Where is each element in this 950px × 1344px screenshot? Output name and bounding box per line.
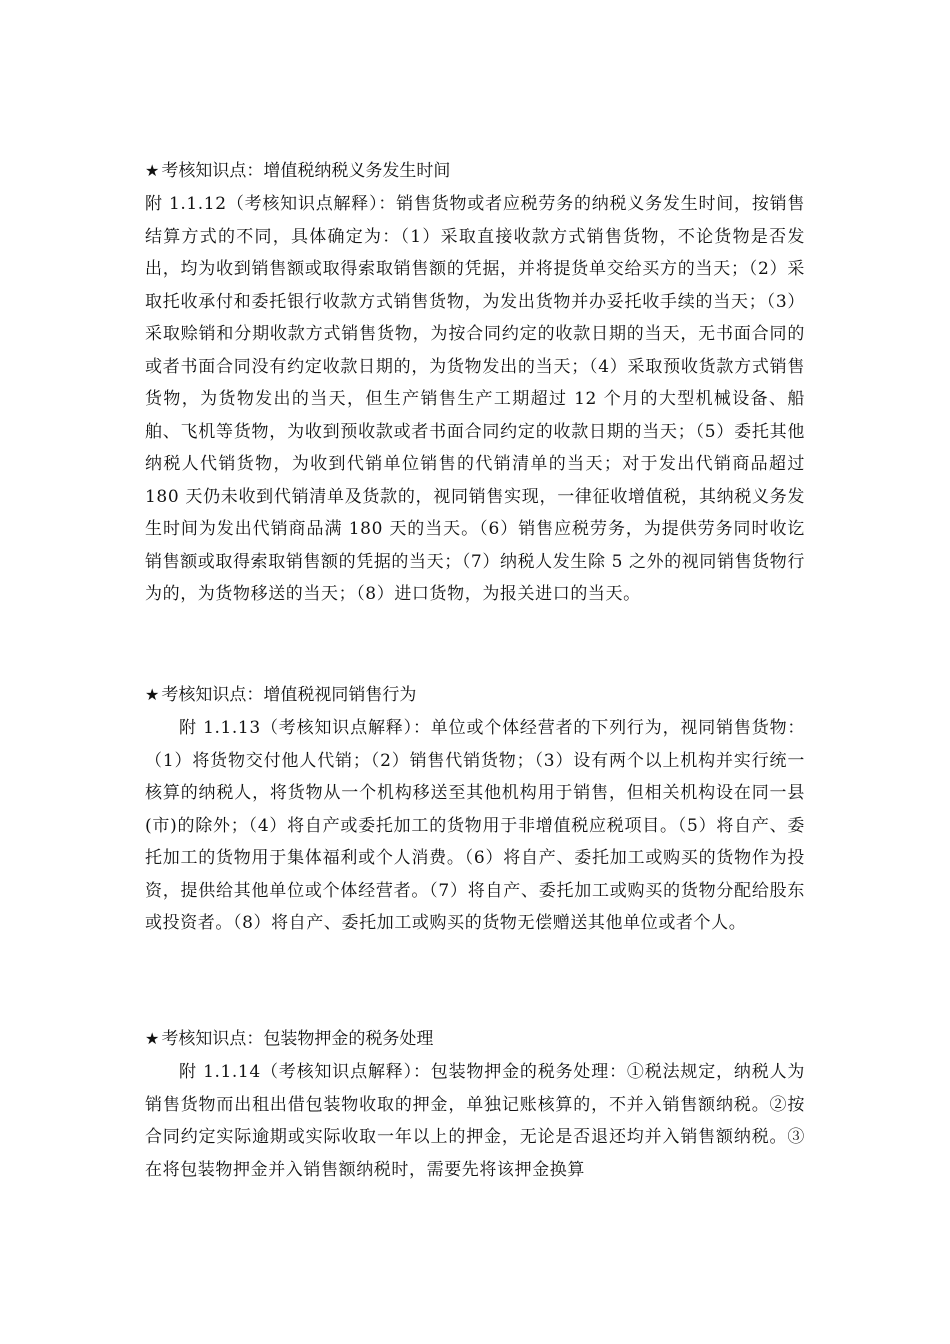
star-icon: ★	[145, 161, 160, 180]
section-heading-text: 考核知识点：增值税视同销售行为	[161, 685, 417, 705]
star-icon: ★	[145, 685, 160, 704]
section-packaging-deposit	[145, 1022, 805, 1186]
section-heading-text: 考核知识点：包装物押金的税务处理	[161, 1029, 434, 1049]
section-vat-obligation-time	[145, 154, 805, 611]
section-body: 附 1.1.13（考核知识点解释）：单位或个体经营者的下列行为，视同销售货物：（1）将货物交付他人代销；（2）销售代销货物；（3）设有两个以上机构并实行统一核算的纳税人，将货物从一个机构移送至其他机构用于销售，但相关机构设在同一县(市)的除外；（4）将自产或委托加工的货物用于非增值税应税项目。（5）将自产、委托加工的货物用于集体福利或个人消费。（6）将自产、委托加工或购买的货物作为投资，提供给其他单位或个体经营者。（7）将自产、委托加工或购买的货物分配给股东或投资者。（8）将自产、委托加工或购买的货物无偿赠送其他单位或者个人。	[145, 718, 805, 933]
star-icon: ★	[145, 1029, 160, 1048]
section-heading	[145, 678, 805, 712]
section-heading-text: 考核知识点：增值税纳税义务发生时间	[161, 161, 451, 181]
section-deemed-sales	[145, 678, 805, 940]
section-body: 附 1.1.14（考核知识点解释）：包装物押金的税务处理：①税法规定，纳税人为销售货物而出租出借包装物收取的押金，单独记账核算的，不并入销售额纳税。②按合同约定实际逾期或实际收取一年以上的押金，无论是否退还均并入销售额纳税。③在将包装物押金并入销售额纳税时，需要先将该押金换算	[145, 1062, 805, 1180]
section-heading	[145, 154, 805, 188]
section-body: 附 1.1.12（考核知识点解释）：销售货物或者应税劳务的纳税义务发生时间，按销售结算方式的不同，具体确定为：（1）采取直接收款方式销售货物，不论货物是否发出，均为收到销售额或取得索取销售额的凭据，并将提货单交给买方的当天；（2）采取托收承付和委托银行收款方式销售货物，为发出货物并办妥托收手续的当天；（3）采取赊销和分期收款方式销售货物，为按合同约定的收款日期的当天，无书面合同的或者书面合同没有约定收款日期的，为货物发出的当天；（4）采取预收货款方式销售货物，为货物发出的当天，但生产销售生产工期超过 12 个月的大型机械设备、船舶、飞机等货物，为收到预收款或者书面合同约定的收款日期的当天；（5）委托其他纳税人代销货物，为收到代销单位销售的代销清单的当天；对于发出代销商品超过 180 天仍未收到代销清单及货款的，视同销售实现，一律征收增值税，其纳税义务发生时间为发出代销商品满 180 天的当天。（6）销售应税劳务，为提供劳务同时收讫销售额或取得索取销售额的凭据的当天；（7）纳税人发生除 5 之外的视同销售货物行为的，为货物移送的当天；（8）进口货物，为报关进口的当天。	[145, 194, 805, 604]
section-heading	[145, 1022, 805, 1056]
